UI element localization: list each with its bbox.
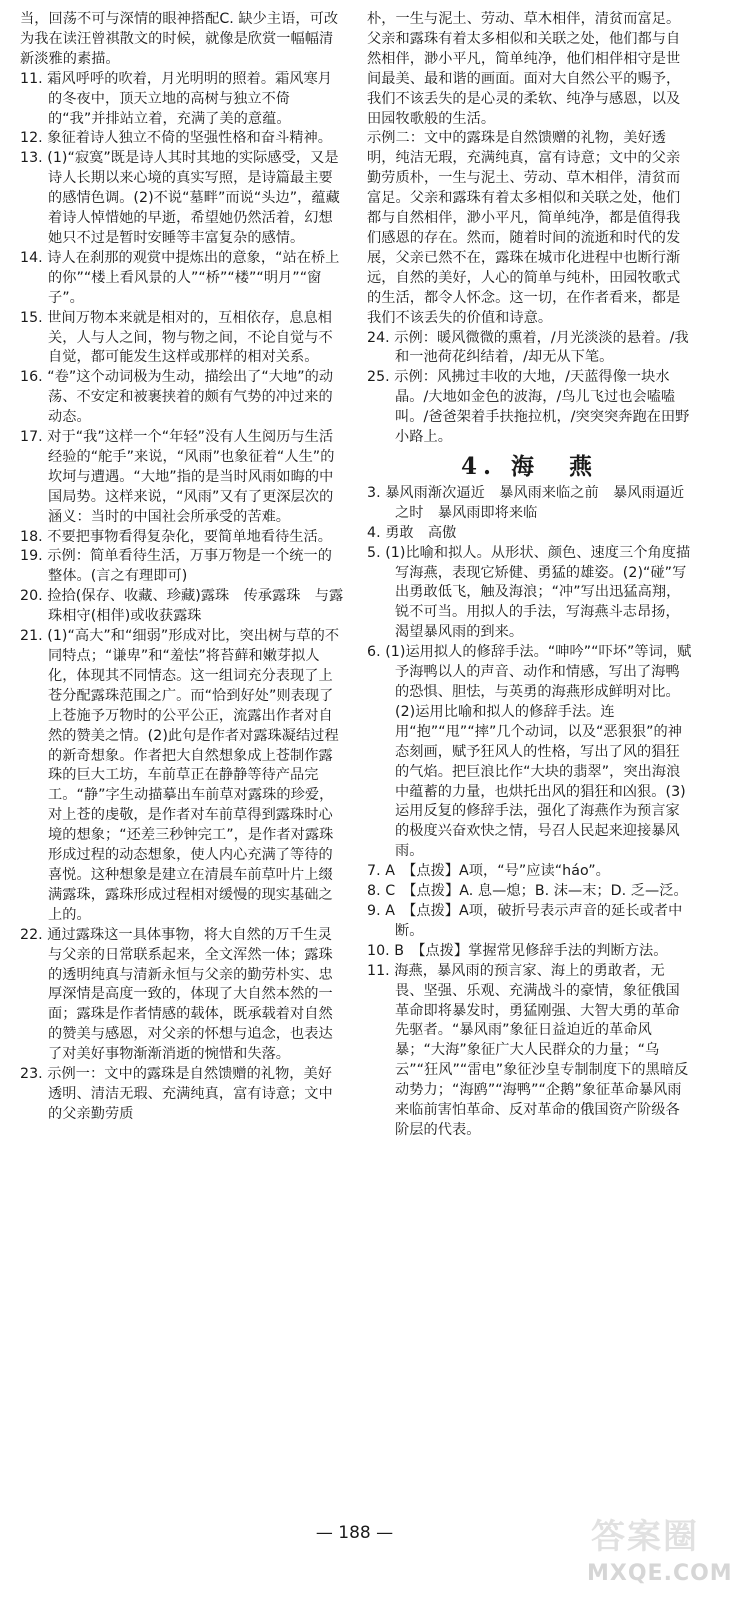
answer-item-6: 6. (1)运用拟人的修辞手法。“呻吟”“吓坏”等词，赋予海鸭以人的声音、动作和情感，写出了海鸭的恐惧、胆怯，与英勇的海燕形成鲜明对比。(2)运用比喻和拟人的修辞手法。连用“抱”“甩”“摔”几个动词，以及“恶狠狠”的神态刻画，赋予狂风人的性格，写出了风的猖狂的气焰。把巨浪比作“大块的翡翠”，突出海浪中蕴蓄的力量，也烘托出风的猖狂和凶狠。(3)运用反复的修辞手法，强化了海燕作为预言家的极度兴奋欢快之情，号召人民起来迎接暴风雨。 xyxy=(367,644,692,860)
watermark-logo xyxy=(579,1505,733,1595)
answer-item-18: 18. 不要把事物看得复杂化，要简单地看待生活。 xyxy=(20,528,333,545)
answer-paragraph: 朴，一生与泥土、劳动、草木相伴，清贫而富足。父亲和露珠有着太多相似和关联之处，他们都与自然相伴，渺小平凡，简单纯净，他们相伴相守是世间最美、最和谐的画面。面对大自然公平的赐予，我们不该丢失的是心灵的柔软、纯净与感恩，以及田园牧歌般的生活。 xyxy=(367,11,681,127)
answer-item-24: 24. 示例：暖风微微的熏着，/月光淡淡的悬着。/我和一池荷花纠结着，/却无从下笔。 xyxy=(367,329,689,366)
answer-item-23: 23. 示例一：文中的露珠是自然馈赠的礼物，美好透明、清洁无瑕、充满纯真，富有诗意；文中的父亲勤劳质 xyxy=(20,1066,333,1122)
answer-paragraph: 示例二：文中的露珠是自然馈赠的礼物，美好透明，纯洁无瑕，充满纯真，富有诗意；文中的父亲勤劳质朴，一生与泥土、劳动、草木相伴，清贫而富足。父亲和露珠有着太多相似和关联之处，他们都与自然相伴，渺小平凡，简单纯净，都是值得我们感恩的存在。然而，随着时间的流逝和时代的发展，父亲已然不在，露珠在城市化进程中也断行渐远，自然的美好，人心的简单与纯朴，田园牧歌式的生活，都令人怀念。这一切，在作者看来，都是我们不该丢失的价值和诗意。 xyxy=(367,130,681,326)
answer-item-15: 15. 世间万物本来就是相对的，互相依存，息息相关，人与人之间，物与物之间，不论自觉与不自觉，都可能发生这样或那样的相对关系。 xyxy=(20,309,333,366)
right-column xyxy=(367,10,692,1141)
answer-item-7: 7. A 【点拨】A项，“号”应读“háo”。 xyxy=(367,863,610,880)
answer-item-8: 8. C 【点拨】A. 息—熄；B. 沫—末；D. 乏—泛。 xyxy=(367,883,688,900)
answer-item-25: 25. 示例：风拂过丰收的大地，/天蓝得像一块水晶。/大地如金色的波海，/鸟儿飞过也会嗑嗑叫。/爸爸架着手扶拖拉机，/突突突奔跑在田野小路上。 xyxy=(367,369,690,446)
answer-item-22: 22. 通过露珠这一具体事物，将大自然的万千生灵与父亲的日常联系起来，全文浑然一体；露珠的透明纯真与清新永恒与父亲的勤劳朴实、忠厚深情是高度一致的，体现了大自然本然的一面；露珠是作者情感的载体，既承载着对自然的赞美与感恩，对父亲的怀想与追念，也表达了对美好事物渐渐消逝的惋惜和失落。 xyxy=(20,926,333,1063)
answer-item-14: 14. 诗人在刹那的观赏中提炼出的意象，“站在桥上的你”“楼上看风景的人”“桥”“楼”“明月”“窗子”。 xyxy=(20,249,340,306)
answer-item-13: 13. (1)“寂寞”既是诗人其时其地的实际感受，又是诗人长期以来心境的真实写照，是诗篇最主要的感情色调。(2)不说“墓畔”而说“头边”，蕴藏着诗人悼惜她的早逝，希望她仍然活着，幻想她只不过是暂时安睡等丰富复杂的感情。 xyxy=(20,150,340,246)
section-title: 4. 海 燕 xyxy=(460,452,599,480)
answer-item-19: 19. 示例：简单看待生活，万事万物是一个统一的整体。(言之有理即可) xyxy=(20,548,333,585)
answer-item-5: 5. (1)比喻和拟人。从形状、颜色、速度三个角度描写海燕，表现它矫健、勇猛的雄姿。(2)“碰”写出勇敢低飞，触及海浪；“冲”写出迅猛高翔，锐不可当。用拟人的手法，写海燕斗志昂扬，渴望暴风雨的到来。 xyxy=(367,544,691,641)
left-column xyxy=(20,10,345,1125)
answer-item-12: 12. 象征着诗人独立不倚的坚强性格和奋斗精神。 xyxy=(20,130,333,147)
answer-item-20: 20. 捡拾(保存、收藏、珍藏)露珠 传承露珠 与露珠相守(相伴)或收获露珠 xyxy=(20,588,344,625)
answer-item-11: 11. 霜风呼呼的吹着，月光明明的照着。霜风寒月的冬夜中，顶天立地的高树与独立不倚的“我”并排站立着，充满了美的意蕴。 xyxy=(20,70,333,127)
answer-item-9: 9. A 【点拨】A项，破折号表示声音的延长或者中断。 xyxy=(367,902,683,939)
answer-item-21: 21. (1)“高大”和“细弱”形成对比，突出树与草的不同特点；“谦卑”和“羞怯”将苔藓和嫩芽拟人化，体现其不同情态。这一组词充分表现了上苍分配露珠范围之广。而“恰到好处”则表现了上苍施予万物时的公平公正，流露出作者对自然的赞美之情。(2)此句是作者对露珠凝结过程的新奇想象。作者把大自然想象成上苍制作露珠的巨大工坊，车前草正在静静等待产品完工。“静”字生动描摹出车前草对露珠的珍爱，对上苍的虔敬，是作者对车前草得到露珠时心境的想象；“还差三秒钟完工”，是作者对露珠形成过程的动态想象，使人内心充满了等待的喜悦。这种想象是建立在清晨车前草叶片上缀满露珠，露珠形成过程相对缓慢的现实基础之上的。 xyxy=(20,628,340,923)
answer-item-16: 16. “卷”这个动词极为生动，描绘出了“大地”的动荡、不安定和被裹挟着的颇有气势的冲过来的动态。 xyxy=(20,369,334,426)
answer-item-4: 4. 勇敢 高傲 xyxy=(367,524,457,541)
answer-item-11: 11. 海燕，暴风雨的预言家、海上的勇敢者，无畏、坚强、乐观、充满战斗的豪情，象征俄国革命即将暴发时，勇猛刚强、大智大勇的革命先驱者。“暴风雨”象征日益迫近的革命风暴；“大海”象征广大人民群众的力量；“乌云”“狂风”“雷电”象征沙皇专制制度下的黑暗反动势力；“海鸥”“海鸭”“企鹅”象征革命暴风雨来临前害怕革命、反对革命的俄国资产阶级各阶层的代表。 xyxy=(367,962,689,1138)
answer-item-3: 3. 暴风雨渐次逼近 暴风雨来临之前 暴风雨逼近之时 暴风雨即将来临 xyxy=(367,484,685,521)
answer-item-17: 17. 对于“我”这样一个“年轻”没有人生阅历与生活经验的“舵手”来说，“风雨”也象征着“人生”的坎坷与遭遇。“大地”指的是当时风雨如晦的中国局势。这样来说，“风雨”又有了更深层次的涵义：当时的中国社会所承受的苦难。 xyxy=(20,429,335,525)
answer-paragraph: 当，回荡不可与深情的眼神搭配C. 缺少主语，可改为我在读汪曾祺散文的时候，就像是欣赏一幅幅清新淡雅的素描。 xyxy=(20,11,339,67)
page-number: — 188 — xyxy=(315,1523,394,1543)
watermark-url: MXQE.COM xyxy=(587,1561,733,1586)
answer-item-10: 10. B 【点拨】掌握常见修辞手法的判断方法。 xyxy=(367,942,668,959)
watermark-text: 答案圈 xyxy=(591,1517,699,1557)
